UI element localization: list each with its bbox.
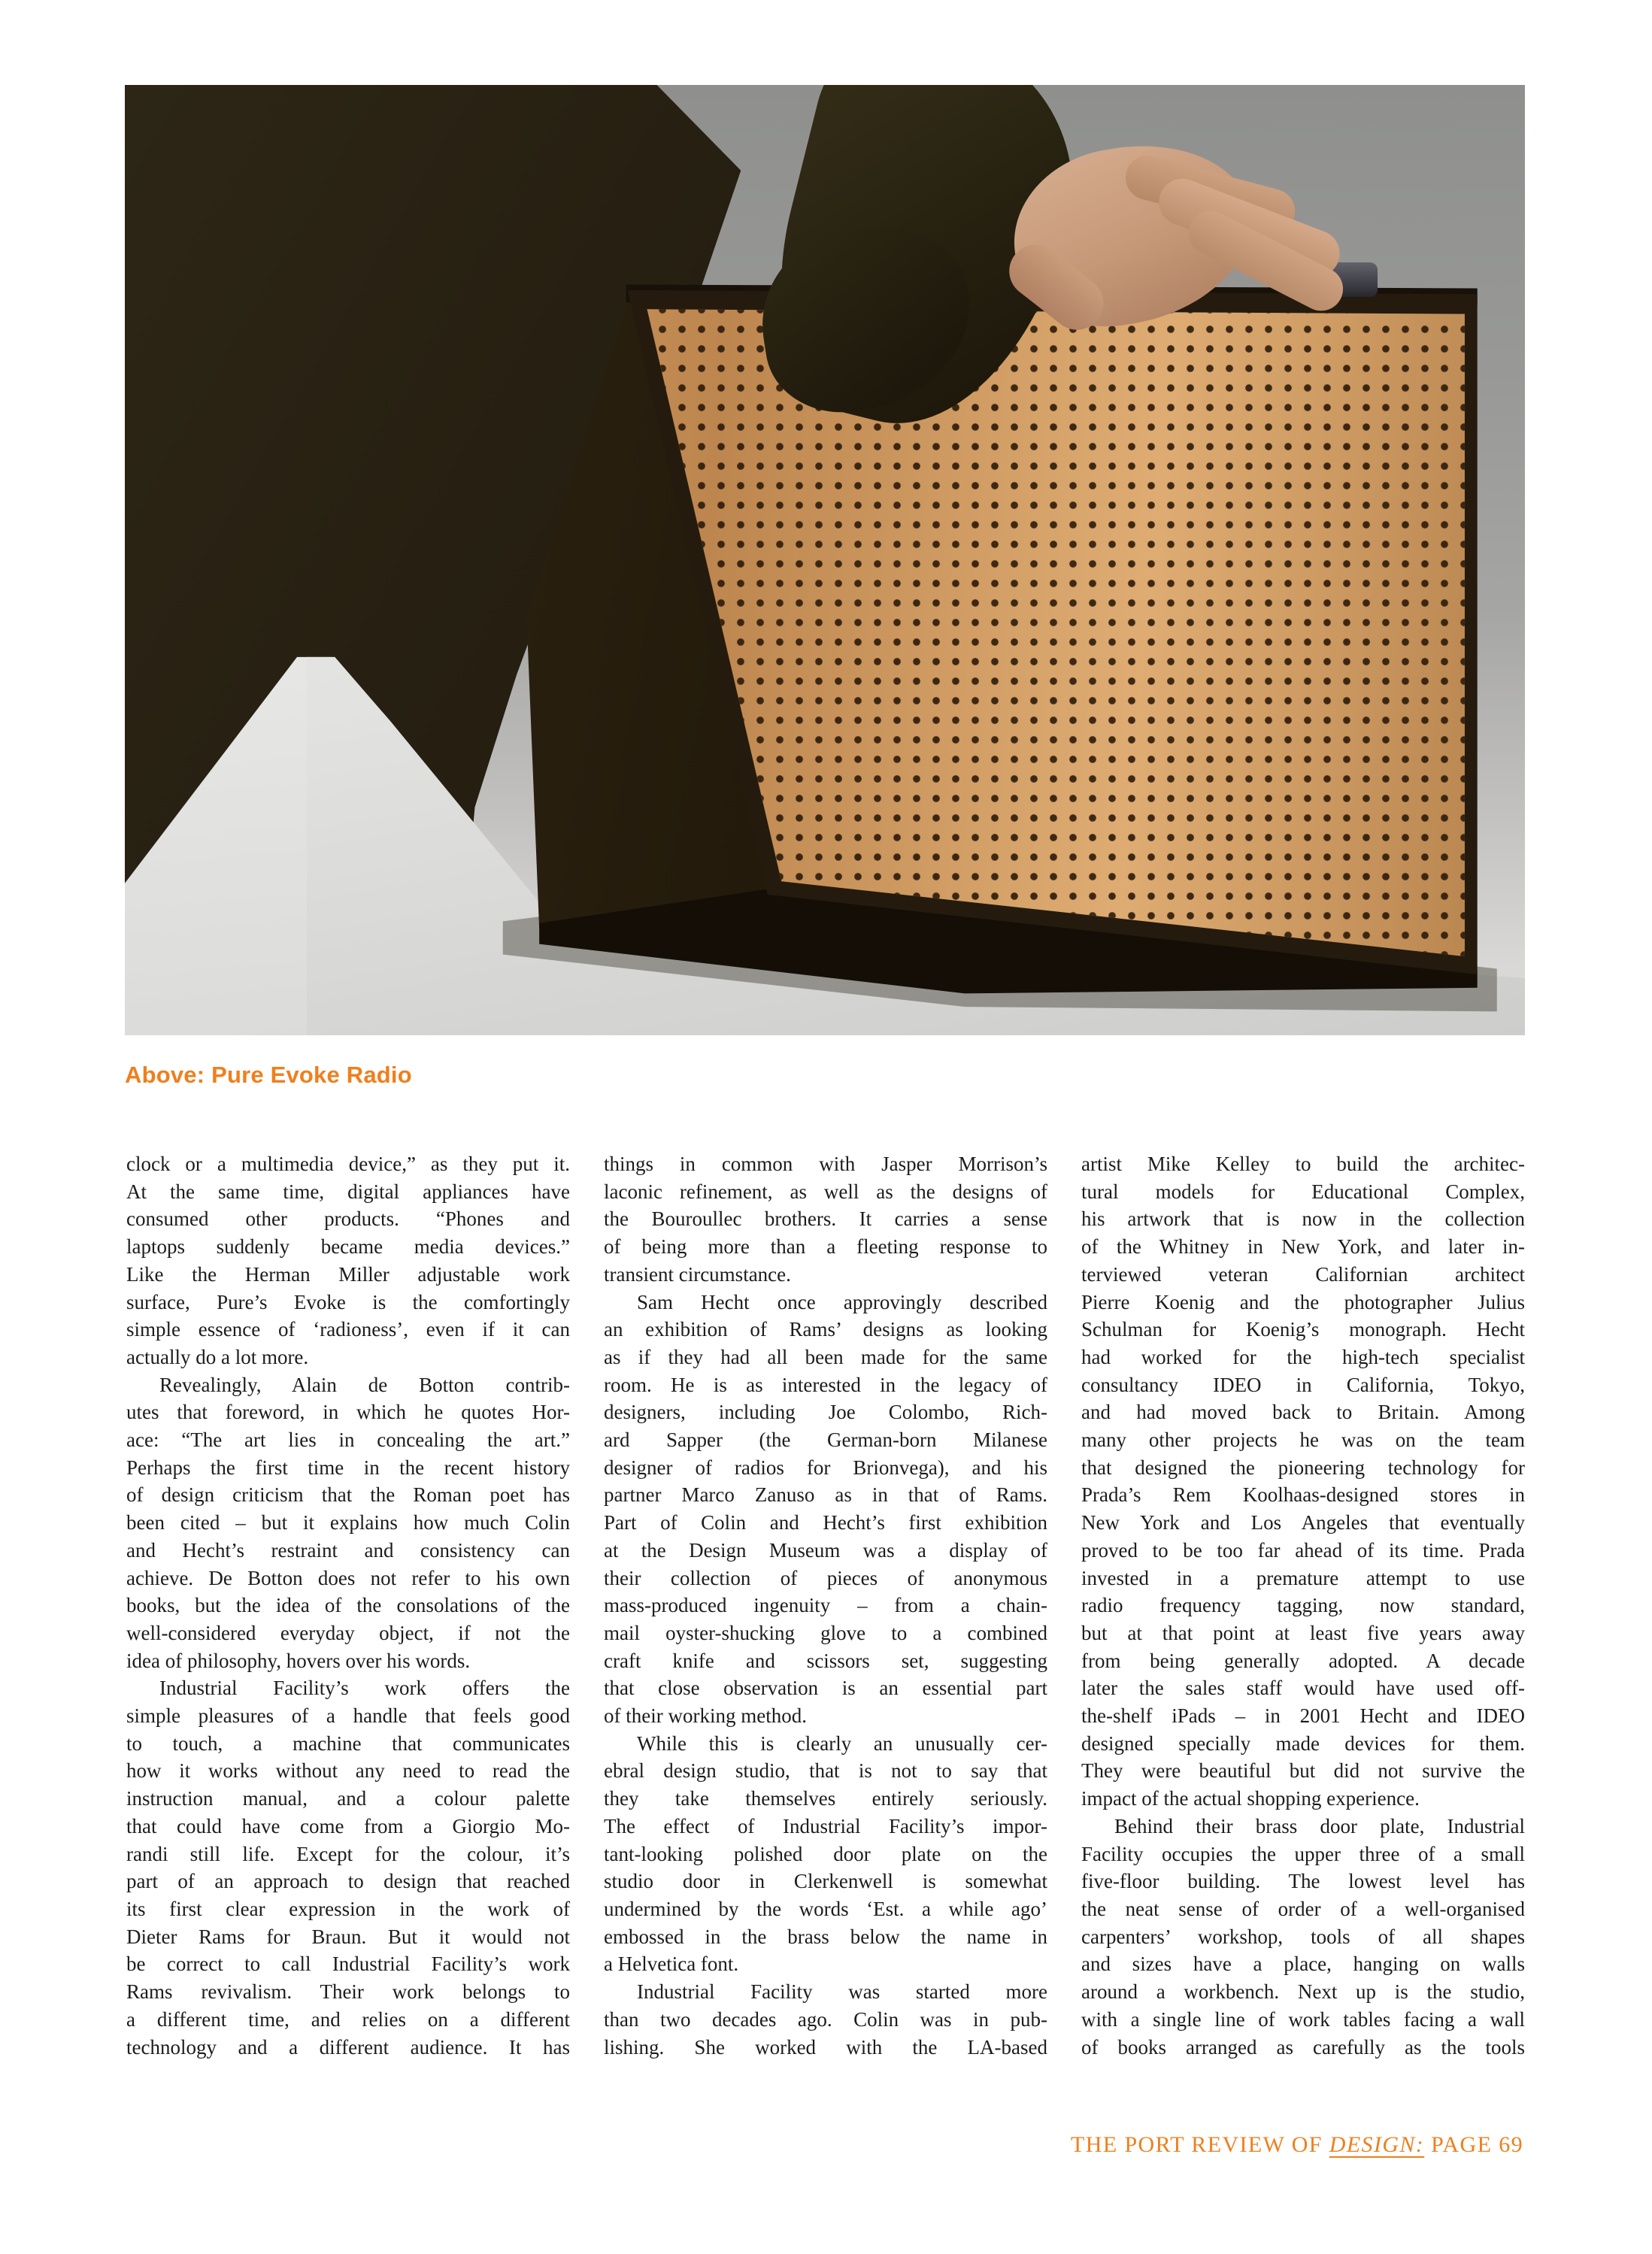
text-line: that close observation is an essential part [604, 1677, 1047, 1700]
text-line: of books arranged as carefully as the tools [1081, 2035, 1525, 2059]
text-line: but at that point at least five years away [1081, 1621, 1525, 1644]
footer-magazine-title: DESIGN: [1329, 2132, 1425, 2157]
text-line: they take themselves entirely seriously. [604, 1787, 1047, 1810]
text-line: utes that foreword, in which he quotes Hor- [126, 1401, 570, 1424]
text-line: Revealingly, Alain de Botton contrib- [159, 1373, 570, 1396]
text-line: undermined by the words ‘Est. a while ago’ [604, 1897, 1047, 1920]
text-line: books, but the idea of the consolations of the [126, 1594, 570, 1617]
text-line: While this is clearly an unusually cer- [637, 1731, 1047, 1755]
text-line: at the Design Museum was a display of [604, 1538, 1047, 1562]
text-line: mail oyster-shucking glove to a combined [604, 1621, 1047, 1644]
text-line: been cited – but it explains how much Colin [126, 1511, 570, 1534]
text-line: tural models for Educational Complex, [1081, 1180, 1525, 1203]
text-line: consultancy IDEO in California, Tokyo, [1081, 1373, 1525, 1396]
text-line: simple essence of ‘radioness’, even if it can [126, 1318, 570, 1341]
text-line: as if they had all been made for the same [604, 1345, 1047, 1368]
text-line: Perhaps the first time in the recent history [126, 1456, 570, 1479]
text-line: Sam Hecht once approvingly described [637, 1290, 1047, 1313]
text-line: ebral design studio, that is not to say that [604, 1759, 1047, 1783]
text-line: They were beautiful but did not survive the [1081, 1759, 1525, 1783]
text-line: simple pleasures of a handle that feels good [126, 1704, 570, 1728]
text-line: part of an approach to design that reached [126, 1870, 570, 1893]
text-line: their collection of pieces of anonymous [604, 1566, 1047, 1589]
text-line: transient circumstance. [604, 1262, 791, 1286]
text-line: than two decades ago. Colin was in pub- [604, 2007, 1047, 2031]
text-line: with a single line of work tables facing a wall [1081, 2007, 1525, 2031]
text-line: later the sales staff would have used off- [1081, 1677, 1525, 1700]
text-line: Industrial Facility’s work offers the [159, 1677, 570, 1700]
text-line: instruction manual, and a colour palette [126, 1787, 570, 1810]
text-line: and had moved back to Britain. Among [1081, 1401, 1525, 1424]
text-line: laconic refinement, as well as the designs of [604, 1180, 1047, 1203]
text-line: terviewed veteran Californian architect [1081, 1262, 1525, 1286]
text-line: of their working method. [604, 1704, 807, 1728]
text-line: The effect of Industrial Facility’s impor- [604, 1814, 1047, 1837]
text-line: Behind their brass door plate, Industrial [1114, 1814, 1525, 1837]
text-line: Pierre Koenig and the photographer Julius [1081, 1290, 1525, 1313]
text-line: artist Mike Kelley to build the architec- [1081, 1153, 1525, 1175]
text-line: things in common with Jasper Morrison’s [604, 1153, 1047, 1175]
text-line: idea of philosophy, hovers over his words. [126, 1649, 471, 1672]
text-line: an exhibition of Rams’ designs as looking [604, 1318, 1047, 1341]
text-line: and sizes have a place, hanging on walls [1081, 1953, 1525, 1976]
text-line: craft knife and scissors set, suggesting [604, 1649, 1047, 1672]
text-line: ace: “The art lies in concealing the art.” [126, 1428, 570, 1452]
footer-prefix: THE PORT REVIEW OF [1071, 2132, 1329, 2157]
text-line: had worked for the high-tech specialist [1081, 1345, 1525, 1368]
text-line: actually do a lot more. [126, 1345, 309, 1368]
text-line: Prada’s Rem Koolhaas-designed stores in [1081, 1483, 1525, 1507]
text-line: well-considered everyday object, if not the [126, 1621, 570, 1644]
text-line: its first clear expression in the work of [126, 1897, 570, 1920]
text-line: and Hecht’s restraint and consistency can [126, 1538, 570, 1562]
text-line: Rams revivalism. Their work belongs to [126, 1980, 570, 2004]
text-line: embossed in the brass below the name in [604, 1925, 1047, 1948]
text-line: Dieter Rams for Braun. But it would not [126, 1925, 570, 1948]
text-line: a different time, and relies on a different [126, 2007, 570, 2031]
text-line: Part of Colin and Hecht’s first exhibition [604, 1511, 1047, 1534]
radio-photo [125, 85, 1525, 1035]
text-line: achieve. De Botton does not refer to his own [126, 1566, 570, 1589]
text-line: the neat sense of order of a well-organised [1081, 1897, 1525, 1920]
page-footer [1071, 2132, 1523, 2158]
text-line: Facility occupies the upper three of a small [1081, 1842, 1525, 1865]
text-line: his artwork that is now in the collection [1081, 1207, 1525, 1231]
text-line: tant-looking polished door plate on the [604, 1842, 1047, 1865]
text-line: radio frequency tagging, now standard, [1081, 1594, 1525, 1617]
article-column-3 [1081, 1150, 1525, 2061]
text-line: proved to be too far ahead of its time. Prada [1081, 1538, 1525, 1562]
text-line: randi still life. Except for the colour, it’s [126, 1842, 570, 1865]
text-line: Industrial Facility was started more [637, 1980, 1047, 2004]
text-line: that designed the pioneering technology for [1081, 1456, 1525, 1479]
text-line: Schulman for Koenig’s monograph. Hecht [1081, 1318, 1525, 1341]
text-line: carpenters’ workshop, tools of all shapes [1081, 1925, 1525, 1948]
text-line: be correct to call Industrial Facility’s work [126, 1953, 570, 1976]
footer-page-number: PAGE 69 [1424, 2132, 1523, 2157]
text-line: many other projects he was on the team [1081, 1428, 1525, 1452]
text-line: designers, including Joe Colombo, Rich- [604, 1401, 1047, 1424]
photo-caption: Above: Pure Evoke Radio [125, 1062, 412, 1088]
text-line: around a workbench. Next up is the studio, [1081, 1980, 1525, 2004]
text-line: New York and Los Angeles that eventually [1081, 1511, 1525, 1534]
text-line: of the Whitney in New York, and later in- [1081, 1235, 1525, 1259]
text-line: invested in a premature attempt to use [1081, 1566, 1525, 1589]
text-line: a Helvetica font. [604, 1953, 739, 1976]
article-body [126, 1150, 1525, 2061]
text-line: technology and a different audience. It has [126, 2035, 570, 2059]
text-line: partner Marco Zanuso as in that of Rams. [604, 1483, 1047, 1507]
text-line: clock or a multimedia device,” as they put it. [126, 1153, 570, 1175]
text-line: surface, Pure’s Evoke is the comfortingly [126, 1290, 570, 1313]
text-line: from being generally adopted. A decade [1081, 1649, 1525, 1672]
text-line: designer of radios for Brionvega), and his [604, 1456, 1047, 1479]
text-line: how it works without any need to read the [126, 1759, 570, 1783]
text-line: of design criticism that the Roman poet has [126, 1483, 570, 1507]
text-line: consumed other products. “Phones and [126, 1207, 570, 1231]
text-line: lishing. She worked with the LA-based [604, 2035, 1047, 2059]
text-line: room. He is as interested in the legacy of [604, 1373, 1047, 1396]
text-line: designed specially made devices for them. [1081, 1731, 1525, 1755]
text-line: laptops suddenly became media devices.” [126, 1235, 570, 1259]
text-line: the Bouroullec brothers. It carries a sense [604, 1207, 1047, 1231]
text-line: At the same time, digital appliances have [126, 1180, 570, 1203]
text-line: of being more than a fleeting response to [604, 1235, 1047, 1259]
text-line: five-floor building. The lowest level has [1081, 1870, 1525, 1893]
text-line: impact of the actual shopping experience. [1081, 1787, 1420, 1810]
text-line: mass-produced ingenuity – from a chain- [604, 1594, 1047, 1617]
text-line: the-shelf iPads – in 2001 Hecht and IDEO [1081, 1704, 1525, 1728]
text-line: that could have come from a Giorgio Mo- [126, 1814, 570, 1837]
text-line: Like the Herman Miller adjustable work [126, 1262, 570, 1286]
article-column-2 [604, 1150, 1047, 2061]
text-line: ard Sapper (the German-born Milanese [604, 1428, 1047, 1452]
text-line: studio door in Clerkenwell is somewhat [604, 1870, 1047, 1893]
text-line: to touch, a machine that communicates [126, 1731, 570, 1755]
article-column-1 [126, 1150, 570, 2061]
